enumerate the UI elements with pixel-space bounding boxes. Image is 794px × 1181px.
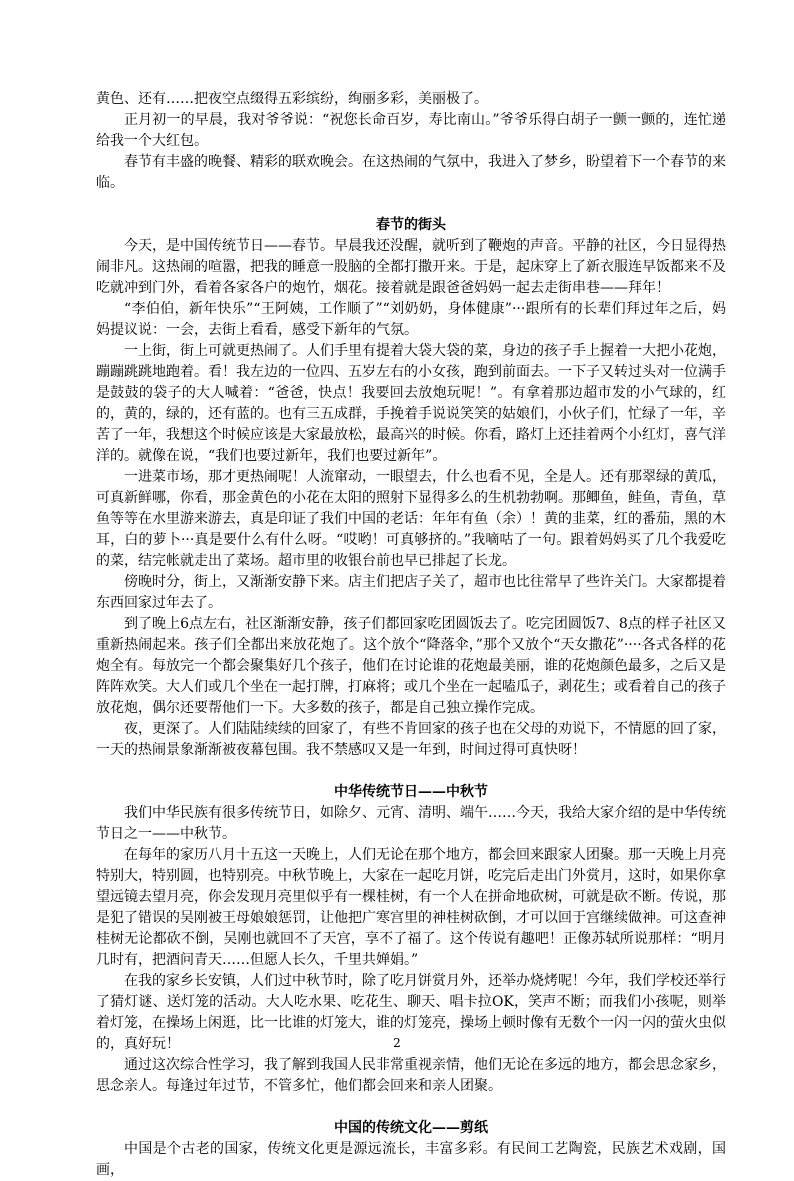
paragraph: 今天，是中国传统节日——春节。早晨我还没醒，就听到了鞭炮的声音。平静的社区，今日显得热闹非凡。这热闹的喧嚣，把我的睡意一股脑的全都打撒开来。于是，起床穿上了新衣服连早饭都来不及吃就冲到门外，看着各家各户的炮竹，烟花。接着就是跟爸爸妈妈一起去走街串巷——拜年！ bbox=[96, 238, 726, 296]
paragraph: 我们中华民族有很多传统节日，如除夕、元宵、清明、端午……今天，我给大家介绍的是中华传统节日之一——中秋节。 bbox=[96, 805, 726, 842]
section-heading: 中华传统节日——中秋节 bbox=[334, 784, 488, 800]
paragraph: 通过这次综合性学习，我了解到我国人民非常重视亲情，他们无论在多远的地方，都会思念家乡，思念亲人。每逢过年过节，不管多忙，他们都会回来和亲人团聚。 bbox=[96, 1057, 726, 1094]
paragraph: 到了晚上6点左右，社区渐渐安静，孩子们都回家吃团圆饭去了。吃完团圆饭7、8点的样子社区又重新热闹起来。孩子们全都出来放花炮了。这个放个“降落伞，”那个又放个“天女撒花”····各式各样的花炮全有。每放完一个都会聚集好几个孩子，他们在讨论谁的花炮最美丽，谁的花炮颜色最多，之后又是阵阵欢笑。大人们或几个坐在一起打牌，打麻将；或几个坐在一起嗑瓜子，剥花生；或看着自己的孩子放花炮，偶尔还要帮他们一下。大多数的孩子，都是自己独立操作完成。 bbox=[96, 616, 726, 716]
paragraph: 春节有丰盛的晚餐、精彩的联欢晚会。在这热闹的气氛中，我进入了梦乡，盼望着下一个春节的来临。 bbox=[96, 154, 726, 191]
paragraph: 中国是个古老的国家，传统文化更是源远流长，丰富多彩。有民间工艺陶瓷，民族艺术戏剧，国画， bbox=[96, 1141, 726, 1178]
paragraph: 在我的家乡长安镇，人们过中秋节时，除了吃月饼赏月外，还举办烧烤呢！今年，我们学校还举行了猜灯谜、送灯笼的活动。大人吃水果、吃花生、聊天、唱卡拉OK，笑声不断；而我们小孩呢，则举着灯笼，在操场上闲逛，比一比谁的灯笼大，谁的灯笼亮，操场上顿时像有无数个一闪一闪的萤火虫似的，真好玩！ bbox=[96, 973, 726, 1052]
paragraph: 傍晚时分，街上，又渐渐安静下来。店主们把店子关了，超市也比往常早了些许关门。大家都提着东西回家过年去了。 bbox=[96, 574, 726, 611]
paragraph: 在每年的家历八月十五这一天晚上，人们无论在那个地方，都会回来跟家人团聚。那一天晚上月亮特别大，特别圆，也特别亮。中秋节晚上，大家在一起吃月饼，吃完后走出门外赏月，这时，如果你拿望远镜去望月亮，你会发现月亮里似乎有一棵桂树，有一个人在拼命地砍树，可就是砍不断。传说，那是犯了错误的吴刚被王母娘娘惩罚，让他把广寒宫里的神桂树砍倒，才可以回于宫继续做神。可这查神桂树无论都砍不倒，吴刚也就回不了天宫，享不了福了。这个传说有趣吧！正像苏轼所说那样：“明月几时有，把酒问青天……但愿人长久，千里共婵娟。” bbox=[96, 847, 726, 968]
document-body bbox=[96, 89, 726, 1181]
section-heading: 中国的传统文化——剪纸 bbox=[334, 1120, 488, 1136]
paragraph: 一上街，街上可就更热闹了。人们手里有提着大袋大袋的菜，身边的孩子手上握着一大把小花炮，蹦蹦跳跳地跑着。看！我左边的一位四、五岁左右的小女孩，跑到前面去。一下子又转过头对一位满手是鼓鼓的袋子的大人喊着：“爸爸，快点！我要回去放炮玩呢！”。有拿着那边超市发的小气球的，红的，黄的，绿的，还有蓝的。也有三五成群，手挽着手说说笑笑的姑娘们，小伙子们，忙绿了一年，辛苦了一年，我想这个时候应该是大家最放松，最高兴的时候。你看，路灯上还挂着两个小红灯，喜气洋洋的。就像在说，“我们也要过新年，我们也要过新年”。 bbox=[96, 343, 726, 464]
paragraph: 一进菜市场，那才更热闹呢！人流窜动，一眼望去，什么也看不见，全是人。还有那翠绿的黄瓜，可真新鲜哪，你看，那金黄色的小花在太阳的照射下显得多么的生机勃勃啊。那鲫鱼，鲑鱼，青鱼，草鱼等等在水里游来游去，真是印证了我们中国的老话：年年有鱼（余）！黄的韭菜，红的番茄，黑的木耳，白的萝卜···真是要什么有什么呀。“哎哟！可真够挤的。”我嘀咕了一句。跟着妈妈买了几个我爱吃的菜，结完帐就走出了菜场。超市里的收银台前也早已排起了长龙。 bbox=[96, 469, 726, 569]
section-spacer bbox=[96, 761, 726, 782]
paragraph: “李伯伯，新年快乐”“王阿姨，工作顺了”“刘奶奶，身体健康”···跟所有的长辈们拜过年之后，妈妈提议说：一会，去街上看看，感受下新年的气氛。 bbox=[96, 301, 726, 338]
paragraph: 夜，更深了。人们陆陆续续的回家了，有些不肯回家的孩子也在父母的劝说下，不情愿的回了家，一天的热闹景象渐渐被夜幕包围。我不禁感叹又是一年到，时间过得可真快呀！ bbox=[96, 721, 726, 758]
section-spacer bbox=[96, 1097, 726, 1118]
page-number: 2 bbox=[393, 1036, 401, 1050]
paragraph: 黄色、还有……把夜空点缀得五彩缤纷，绚丽多彩，美丽极了。 bbox=[96, 91, 488, 107]
section-spacer bbox=[96, 194, 726, 215]
paragraph: 正月初一的早晨，我对爷爷说：“祝您长命百岁，寿比南山。”爷爷乐得白胡子一颤一颤的，连忙递给我一个大红包。 bbox=[96, 112, 726, 149]
section-heading: 春节的街头 bbox=[376, 217, 446, 233]
